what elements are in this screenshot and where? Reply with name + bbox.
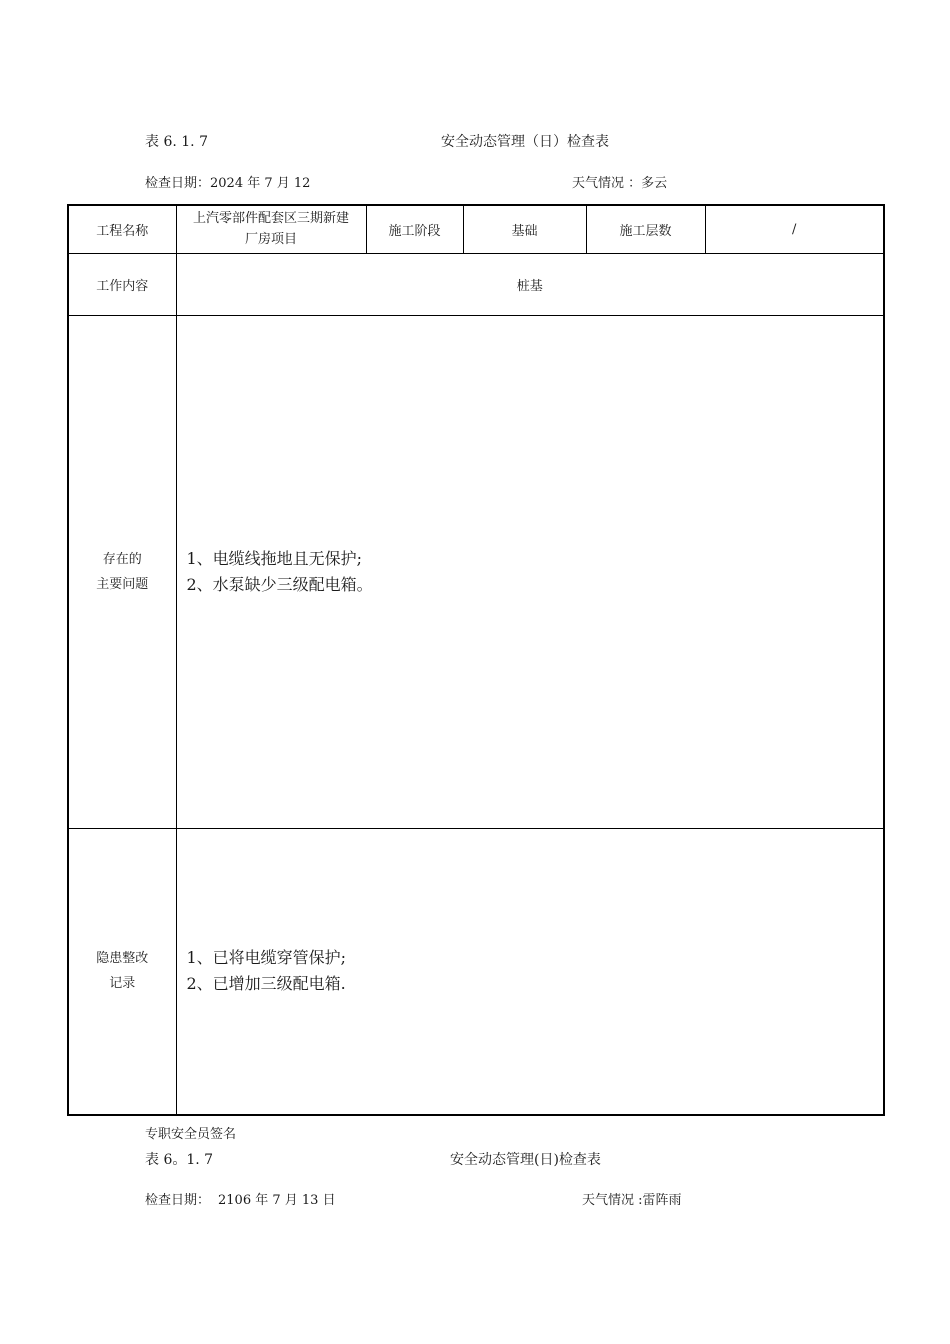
work-content-label: 工作内容	[68, 253, 176, 315]
table-row	[68, 253, 884, 315]
weather-value: 多云	[641, 176, 668, 191]
problem-item: 2、水泵缺少三级配电箱。	[186, 574, 373, 594]
floors-label: 施工层数	[586, 205, 705, 253]
weather-label: 天气情况 :	[582, 1193, 643, 1208]
rectify-item: 2、已增加三级配电箱.	[186, 974, 346, 994]
table-row	[68, 315, 884, 828]
stage-value: 基础	[463, 205, 586, 253]
weather	[572, 172, 667, 191]
table-row	[68, 828, 884, 1115]
stage-label: 施工阶段	[366, 205, 463, 253]
signature-label: 专职安全员签名	[145, 1127, 237, 1142]
project-name-value	[176, 205, 366, 253]
inspection-date-2	[145, 1189, 336, 1208]
problems-label-line: 主要问题	[96, 576, 149, 592]
rectify-label-line: 隐患整改	[96, 951, 149, 967]
form-title-2: 安全动态管理(日)检查表	[450, 1152, 601, 1168]
rectify-item: 1、已将电缆穿管保护;	[186, 948, 347, 968]
problems-label	[68, 315, 176, 828]
rectify-label-line: 记录	[109, 976, 136, 992]
problems-content	[176, 315, 884, 828]
weather-value: 雷阵雨	[642, 1193, 682, 1208]
weather-label: 天气情况 ：	[572, 176, 642, 191]
date-value: 2106 年 7 月 13 日	[218, 1193, 336, 1208]
project-name-label: 工程名称	[68, 205, 176, 253]
work-content-value: 桩基	[176, 253, 884, 315]
table-number-2: 表 6。1. 7	[145, 1152, 214, 1168]
project-name-line: 上汽零部件配套区三期新建	[192, 211, 349, 227]
date-label: 检查日期：	[145, 176, 211, 191]
problems-label-line: 存在的	[102, 551, 142, 567]
rectify-label	[68, 828, 176, 1115]
date-value: 2024 年 7 月 12	[210, 176, 311, 191]
weather-2	[582, 1189, 682, 1208]
date-label: 检查日期：	[145, 1193, 211, 1208]
table-number: 表 6. 1. 7	[145, 134, 208, 150]
inspection-table	[67, 204, 885, 1116]
inspection-date	[145, 172, 310, 191]
problem-item: 1、电缆线拖地且无保护;	[186, 548, 363, 568]
form-title: 安全动态管理（日）检查表	[441, 134, 609, 150]
table-row	[68, 205, 884, 253]
project-name-line: 厂房项目	[244, 232, 297, 248]
floors-value: /	[705, 205, 884, 253]
rectify-content	[176, 828, 884, 1115]
